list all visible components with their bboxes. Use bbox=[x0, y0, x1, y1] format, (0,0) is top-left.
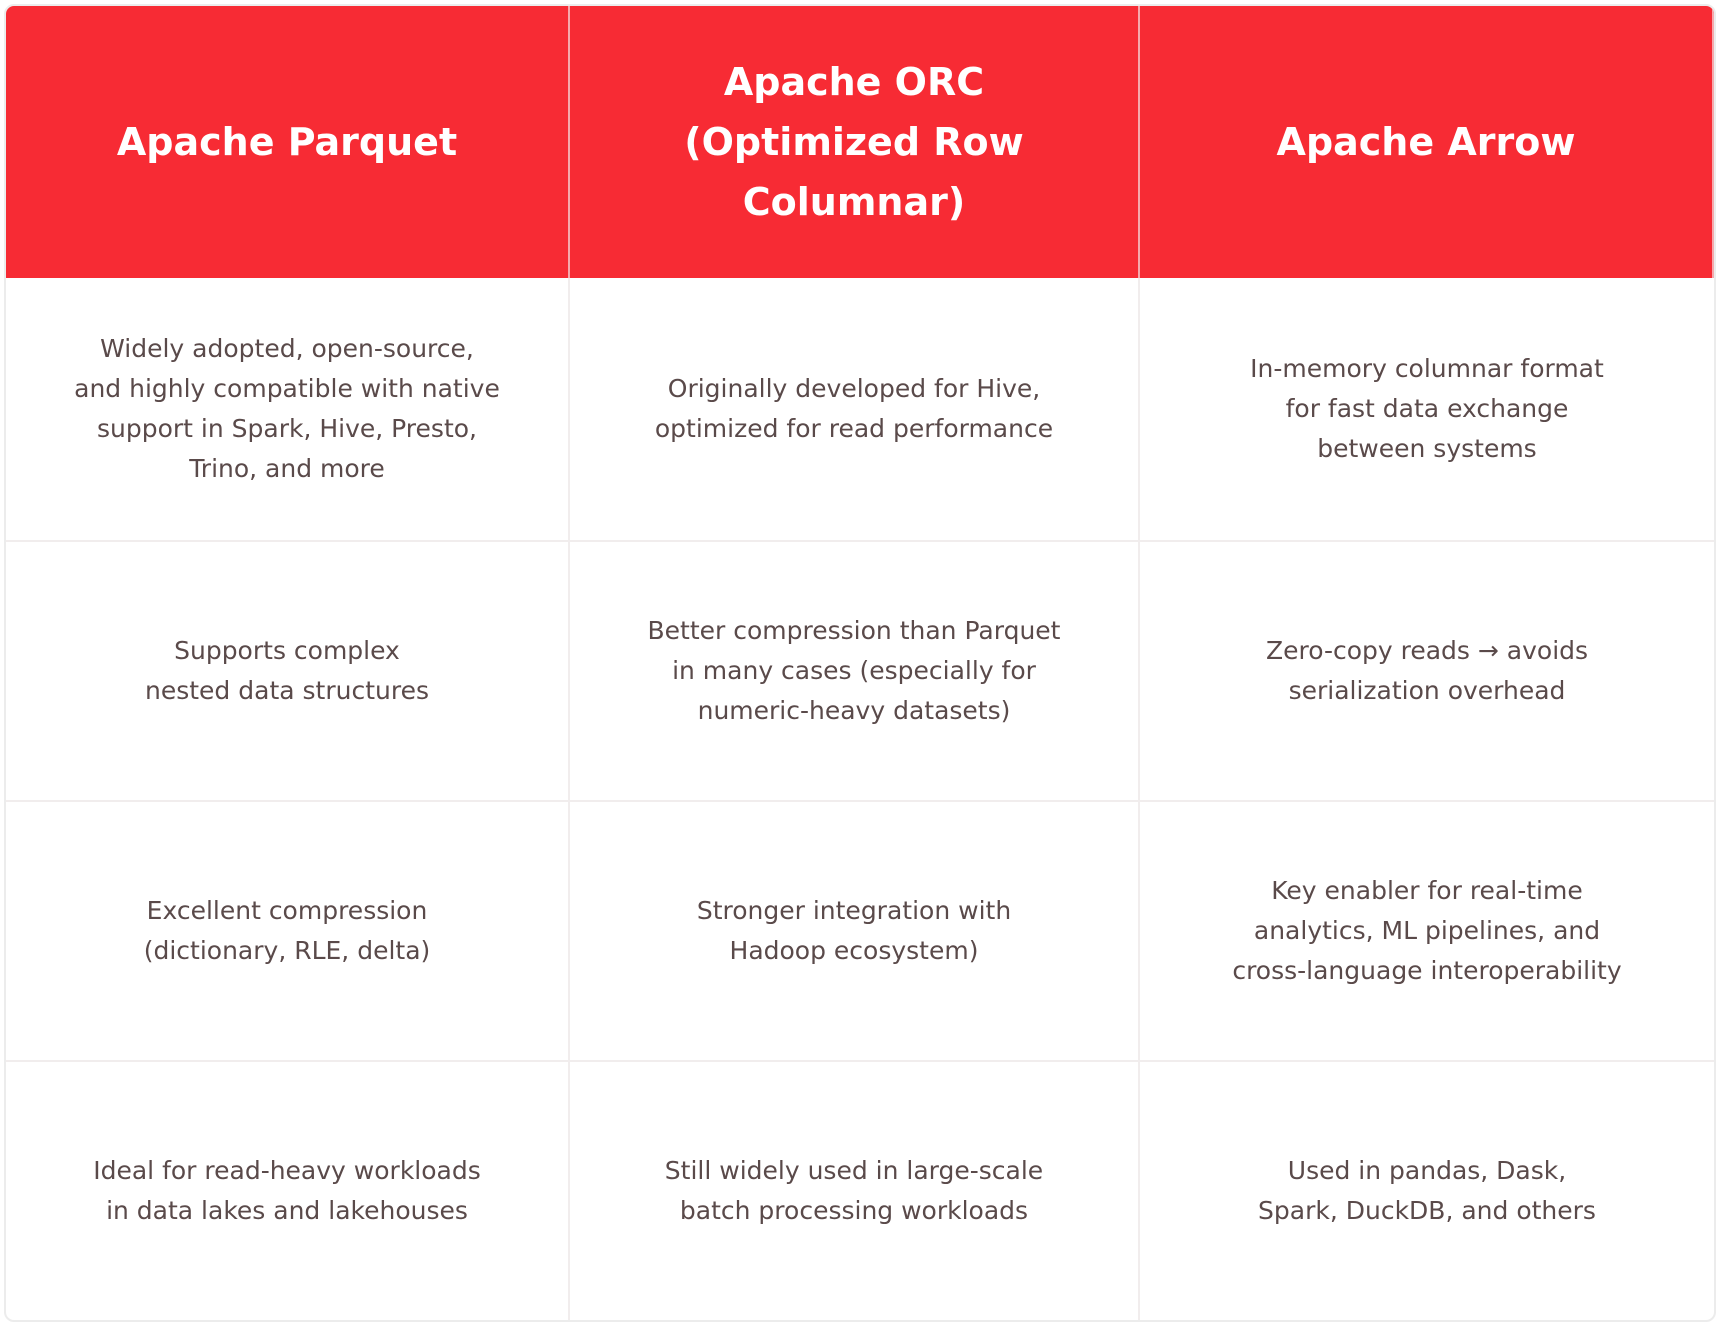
table-cell: Key enabler for real-time analytics, ML pipelines, and cross-language interoperability bbox=[1140, 800, 1714, 1060]
header-parquet: Apache Parquet bbox=[6, 6, 570, 278]
header-arrow: Apache Arrow bbox=[1140, 6, 1714, 278]
table-cell: Originally developed for Hive, optimized for read performance bbox=[570, 278, 1140, 540]
comparison-table bbox=[4, 4, 1716, 1322]
table-cell: Better compression than Parquet in many cases (especially for numeric-heavy datasets) bbox=[570, 540, 1140, 800]
comparison-grid bbox=[6, 6, 1714, 1320]
table-cell: Widely adopted, open-source, and highly compatible with native support in Spark, Hive, Presto, Trino, and more bbox=[6, 278, 570, 540]
table-cell: Still widely used in large-scale batch processing workloads bbox=[570, 1060, 1140, 1320]
table-cell: Ideal for read-heavy workloads in data lakes and lakehouses bbox=[6, 1060, 570, 1320]
table-cell: Supports complex nested data structures bbox=[6, 540, 570, 800]
header-orc: Apache ORC (Optimized Row Columnar) bbox=[570, 6, 1140, 278]
table-cell: In-memory columnar format for fast data exchange between systems bbox=[1250, 354, 1604, 463]
table-cell: Used in pandas, Dask, Spark, DuckDB, and others bbox=[1140, 1060, 1714, 1320]
table-cell: Excellent compression (dictionary, RLE, delta) bbox=[6, 800, 570, 1060]
table-cell: Stronger integration with Hadoop ecosystem) bbox=[570, 800, 1140, 1060]
table-cell: Zero-copy reads → avoids serialization overhead bbox=[1140, 540, 1714, 800]
